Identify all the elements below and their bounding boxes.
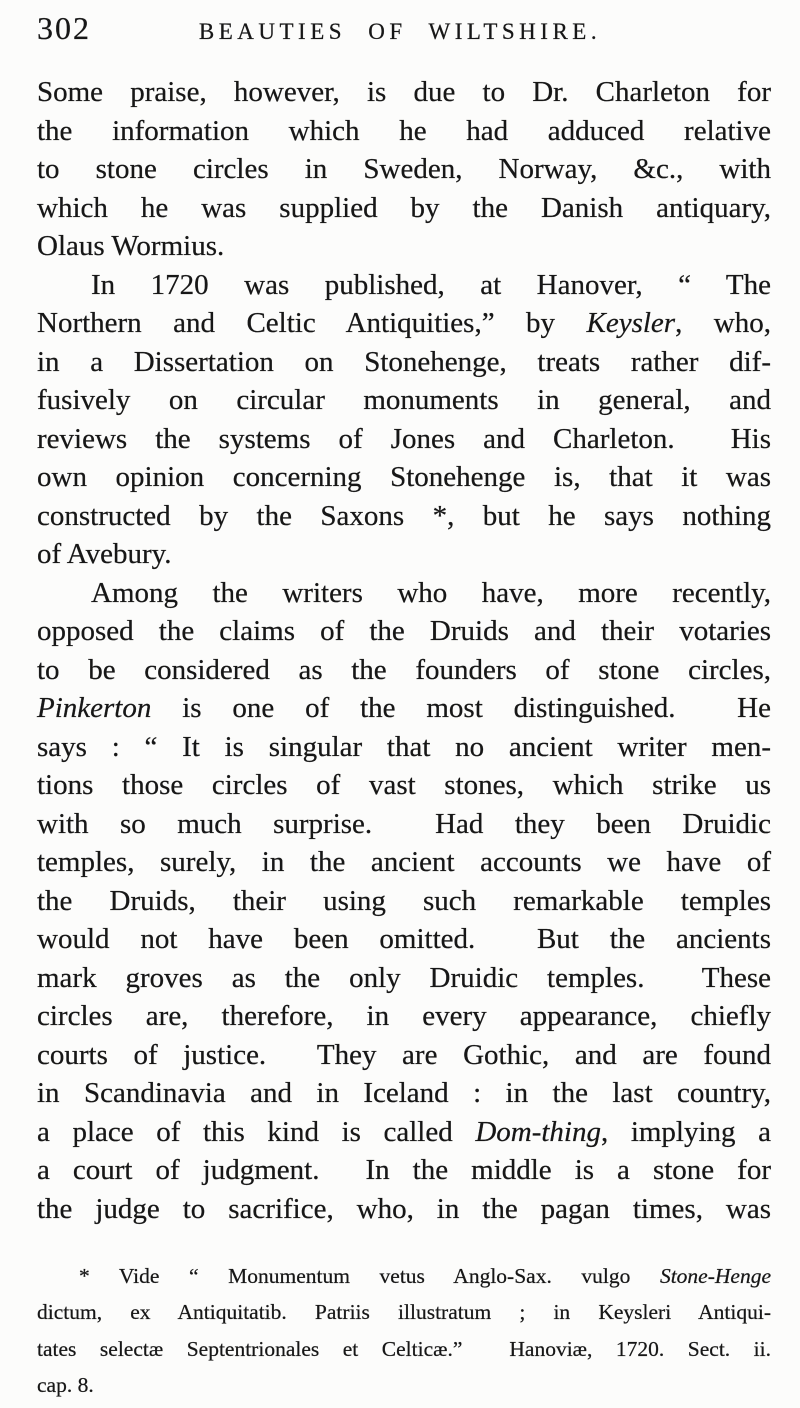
- text-segment: Some praise, however, is due to Dr. Charleton for: [37, 76, 771, 108]
- text-segment: to stone circles in Sweden, Norway, &c., with: [37, 153, 771, 185]
- text-segment: tions those circles of vast stones, which strike us: [37, 769, 771, 801]
- text-line: [37, 266, 771, 305]
- text-line: [37, 997, 771, 1036]
- text-line: [37, 381, 771, 420]
- text-segment: mark groves as the only Druidic temples. These: [37, 961, 771, 994]
- text-line: [37, 458, 771, 497]
- text-line: [37, 1190, 771, 1229]
- text-segment: Northern and Celtic Antiquities,” by: [37, 307, 587, 339]
- page-header: [0, 0, 800, 62]
- text-segment: would not have been omitted. But the ancients: [37, 923, 771, 955]
- text-segment: the Druids, their using such remarkable temples: [37, 884, 771, 917]
- body-text: [37, 73, 771, 1228]
- text-segment: dictum, ex Antiquitatib. Patriis illustratum ; in Keysleri Antiqui-: [37, 1300, 771, 1325]
- text-line: [37, 1074, 771, 1113]
- text-segment: In 1720 was published, at Hanover, “ The: [91, 268, 771, 301]
- text-line: [37, 535, 771, 574]
- text-segment: says : “ It is singular that no ancient writer men-: [37, 730, 771, 763]
- footnote-line: [37, 1331, 771, 1367]
- text-line: [37, 959, 771, 998]
- text-line: [37, 651, 771, 690]
- text-segment: in a Dissertation on Stonehenge, treats rather dif-: [37, 345, 771, 378]
- page-number: 302: [37, 10, 91, 46]
- text-line: [37, 1113, 771, 1152]
- text-segment: courts of justice. They are Gothic, and are found: [37, 1038, 771, 1071]
- paragraph: [37, 266, 771, 574]
- text-line: [37, 189, 771, 228]
- text-segment: to be considered as the founders of stone circles,: [37, 653, 771, 686]
- text-segment: with so much surprise. Had they been Druidic: [37, 807, 771, 840]
- text-segment: Olaus Wormius.: [37, 230, 225, 262]
- text-segment: , implying a: [600, 1115, 771, 1148]
- text-line: [37, 304, 771, 343]
- text-segment: temples, surely, in the ancient accounts we have of: [37, 846, 771, 878]
- text-segment: own opinion concerning Stonehenge is, that it was: [37, 461, 771, 493]
- text-line: [37, 843, 771, 882]
- text-line: [37, 497, 771, 536]
- text-segment: a court of judgment. In the middle is a stone for: [37, 1154, 771, 1186]
- text-segment: in Scandinavia and in Iceland : in the last country,: [37, 1077, 771, 1109]
- text-segment: fusively on circular monuments in general, and: [37, 384, 771, 416]
- text-line: [37, 920, 771, 959]
- italic-text: Dom-thing: [475, 1115, 601, 1148]
- text-line: [37, 343, 771, 382]
- text-segment: circles are, therefore, in every appearance, chiefly: [37, 1000, 771, 1032]
- text-line: [37, 805, 771, 844]
- paragraph: [37, 73, 771, 266]
- text-line: [37, 882, 771, 921]
- footnote-line: [37, 1294, 771, 1330]
- text-segment: , who,: [675, 307, 771, 339]
- text-segment: reviews the systems of Jones and Charleton. His: [37, 422, 771, 455]
- text-segment: a place of this kind is called: [37, 1115, 476, 1148]
- text-line: [37, 150, 771, 189]
- running-title: BEAUTIES OF WILTSHIRE.: [198, 19, 602, 44]
- text-line: [37, 73, 771, 112]
- text-segment: tates selectæ Septentrionales et Celticæ.” Hanoviæ, 1720. Sect. ii.: [37, 1336, 771, 1361]
- text-line: [37, 1036, 771, 1075]
- text-segment: the judge to sacrifice, who, in the pagan times, was: [37, 1192, 771, 1225]
- text-segment: the information which he had adduced relative: [37, 114, 771, 147]
- text-segment: of Avebury.: [37, 538, 172, 570]
- footnote-line: [37, 1258, 771, 1294]
- footnote: [37, 1258, 771, 1403]
- text-line: [37, 227, 771, 266]
- text-line: [37, 612, 771, 651]
- text-segment: which he was supplied by the Danish antiquary,: [37, 191, 771, 224]
- text-line: [37, 728, 771, 767]
- text-segment: is one of the most distinguished. He: [151, 692, 771, 724]
- italic-text: Pinkerton: [37, 692, 152, 724]
- text-segment: * Vide “ Monumentum vetus Anglo-Sax. vulgo: [79, 1264, 660, 1288]
- text-line: [37, 420, 771, 459]
- paragraph: [37, 574, 771, 1229]
- text-segment: opposed the claims of the Druids and their votaries: [37, 615, 771, 647]
- text-line: [37, 1151, 771, 1190]
- footnote-line: [37, 1367, 771, 1403]
- text-line: [37, 574, 771, 613]
- text-segment: cap. 8.: [37, 1372, 94, 1397]
- text-line: [37, 112, 771, 151]
- text-line: [37, 766, 771, 805]
- italic-text: Keysler: [586, 307, 676, 339]
- italic-text: Stone-Henge: [659, 1264, 771, 1288]
- text-segment: Among the writers who have, more recently,: [91, 576, 771, 609]
- text-segment: constructed by the Saxons *, but he says nothing: [37, 499, 771, 532]
- text-line: [37, 689, 771, 728]
